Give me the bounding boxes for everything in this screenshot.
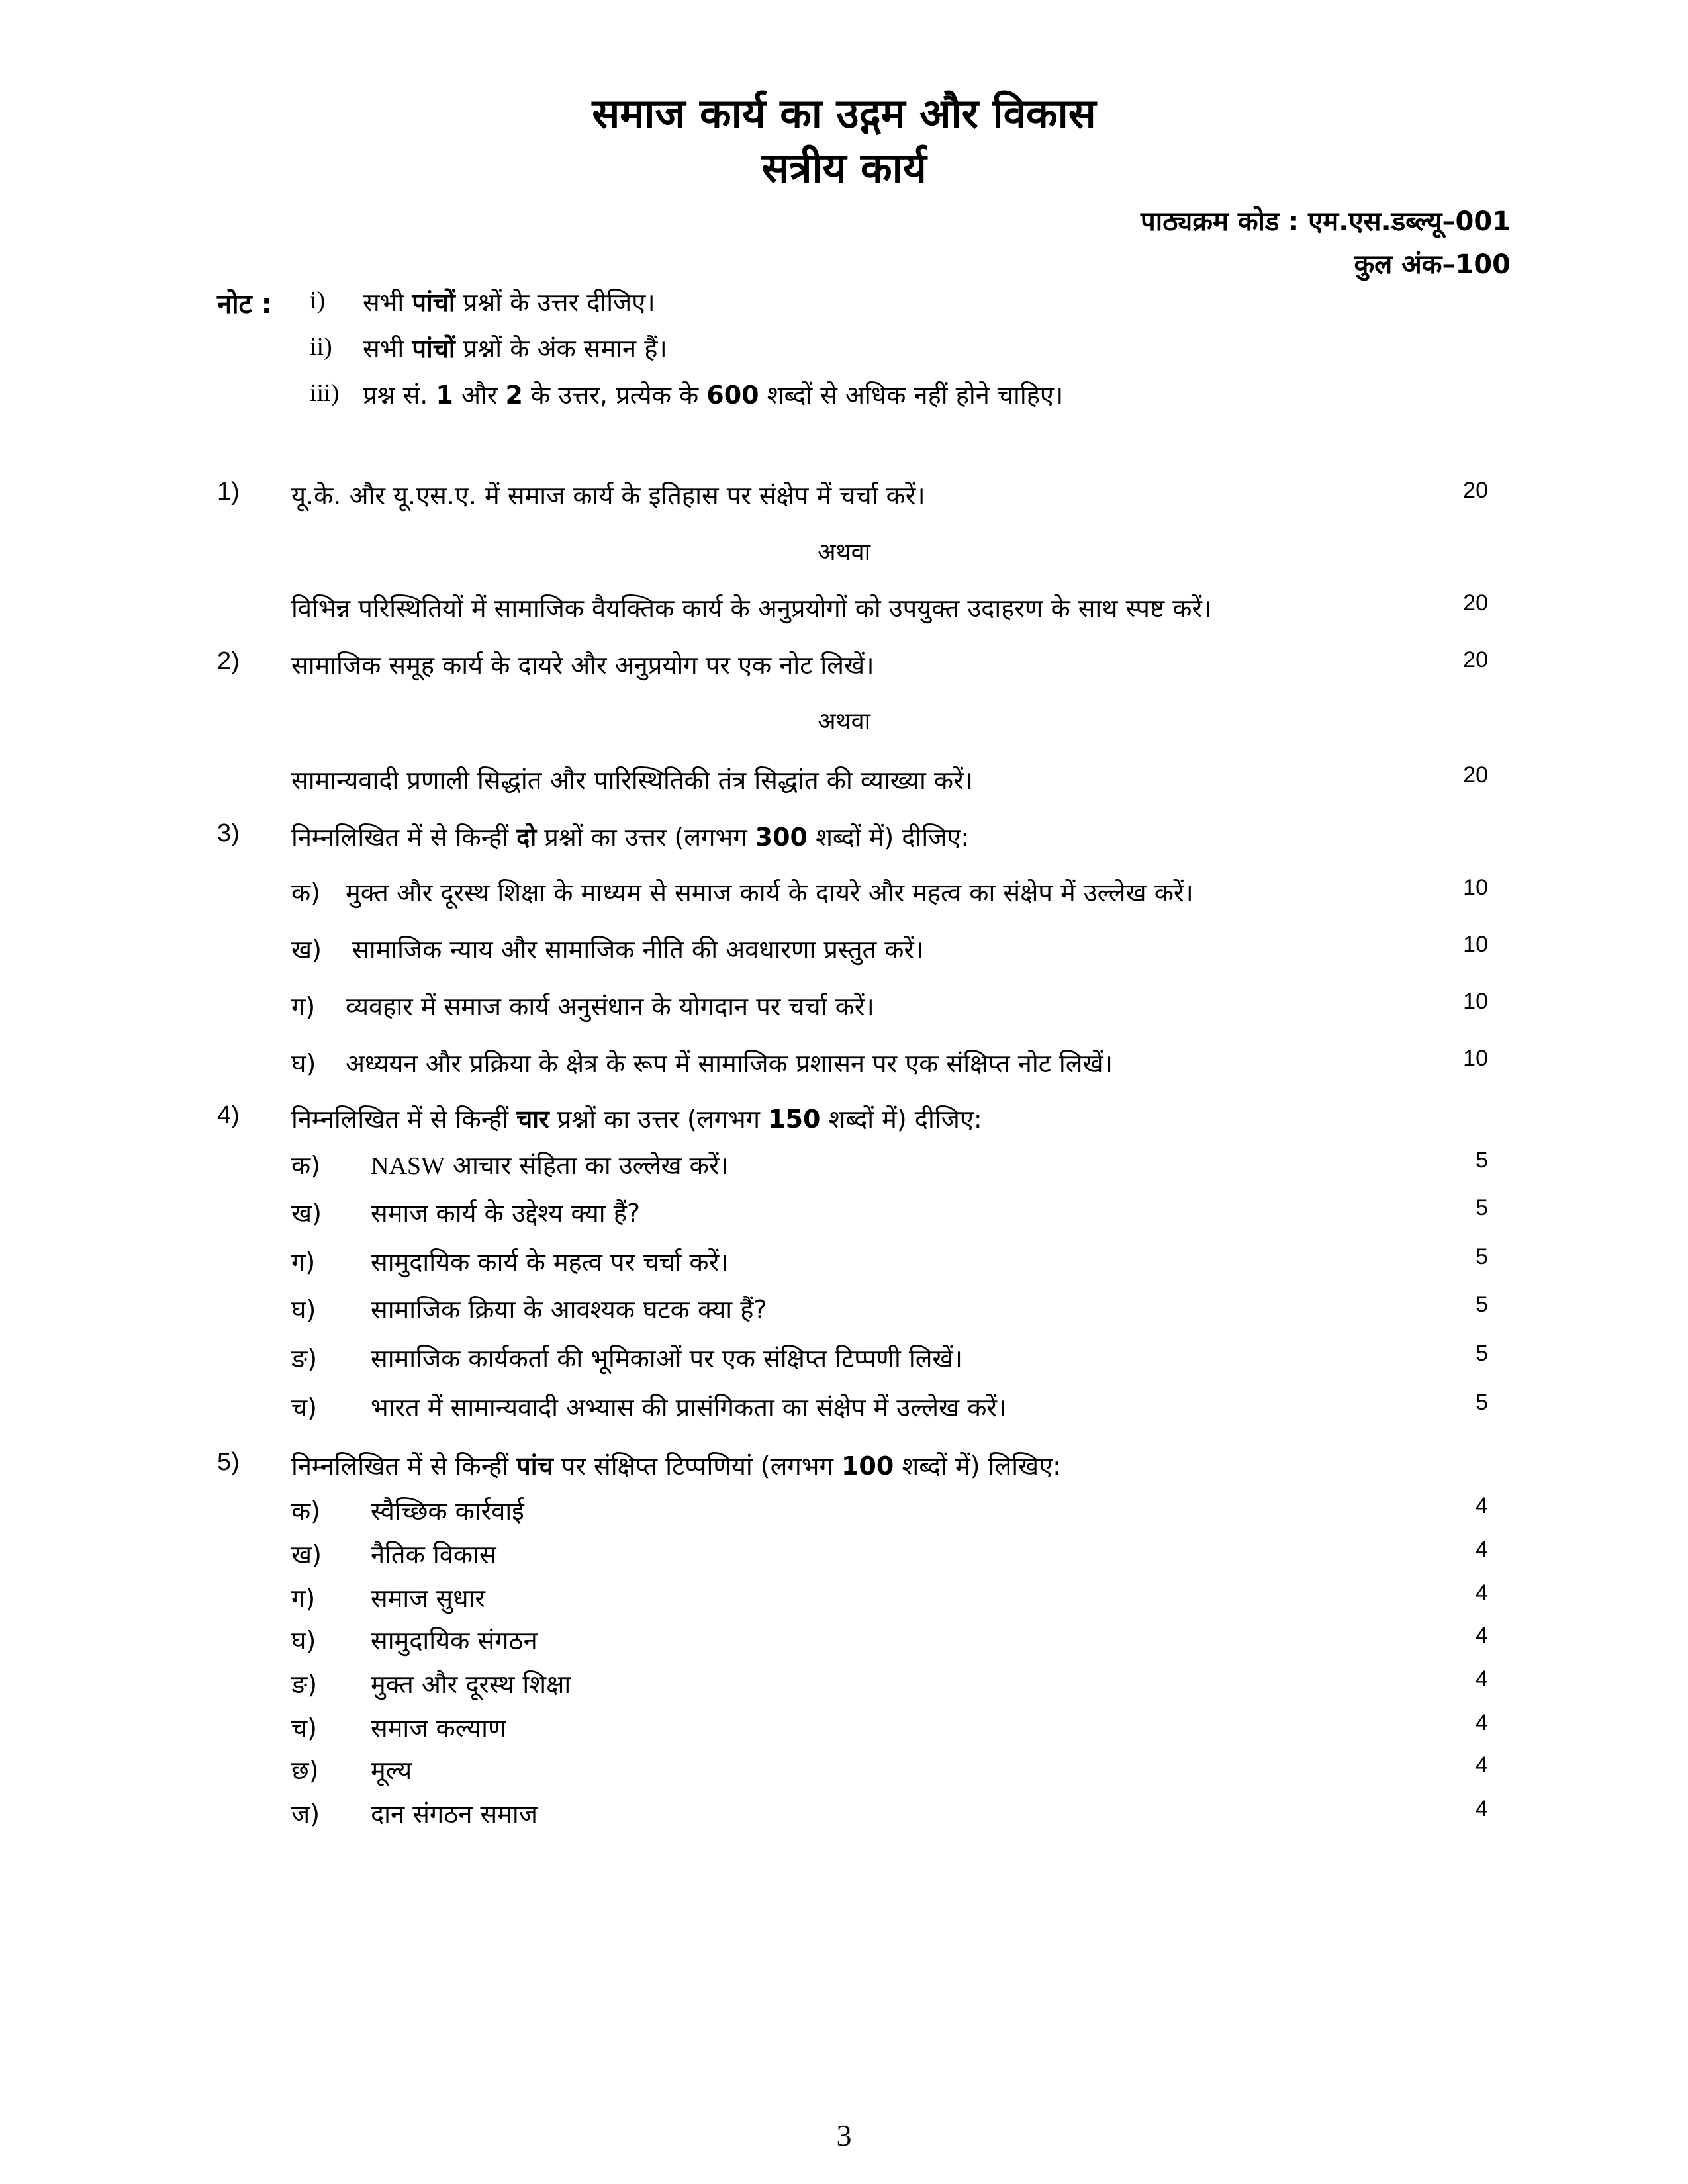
question-number: 2): [217, 647, 240, 675]
sub-question: [0, 1292, 1688, 1332]
sub-question-marks: 5: [1476, 1148, 1488, 1173]
question-marks: 20: [1463, 762, 1488, 788]
question-5: [0, 1448, 1688, 1488]
sub-question-text: सामुदायिक कार्य के महत्व पर चर्चा करें।: [371, 1248, 729, 1277]
note-number: i): [310, 287, 326, 314]
sub-question-text: [371, 1148, 729, 1182]
sub-question-label: छ): [291, 1756, 319, 1785]
sub-question: [0, 932, 1688, 972]
document-subtitle: सत्रीय कार्य: [761, 144, 927, 192]
sub-question-label: ग): [291, 1248, 316, 1277]
intro-part: निम्नलिखित में से किन्हीं: [291, 1451, 517, 1480]
sub-question-label: च): [291, 1393, 317, 1422]
or-divider: अथवा: [818, 539, 870, 566]
question-marks: 20: [1463, 590, 1488, 615]
sub-question-label: क): [291, 1151, 321, 1180]
sub-question-marks: 4: [1476, 1710, 1488, 1735]
sub-question-marks: 5: [1476, 1390, 1488, 1415]
question-1-alternative: [0, 590, 1688, 630]
intro-part: निम्नलिखित में से किन्हीं: [291, 1105, 517, 1134]
sub-question-label: ग): [291, 1584, 316, 1613]
page-number: 3: [836, 2118, 852, 2152]
sub-question: [0, 1710, 1688, 1750]
sub-question-text: मुक्त और दूरस्थ शिक्षा: [371, 1670, 571, 1699]
sub-question: [0, 1580, 1688, 1620]
sub-question-label: च): [291, 1713, 317, 1743]
sub-question-marks: 5: [1476, 1292, 1488, 1317]
note-emphasis: पांचों: [412, 334, 455, 363]
sub-question: [0, 1341, 1688, 1381]
sub-question: [0, 1752, 1688, 1792]
note-text-part: सभी: [363, 334, 412, 363]
word-count: 300: [755, 823, 808, 852]
sub-question-text: अध्ययन और प्रक्रिया के क्षेत्र के रूप में सामाजिक प्रशासन पर एक संक्षिप्त नोट लिखें।: [346, 1049, 1113, 1078]
intro-emphasis: चार: [516, 1105, 549, 1134]
question-marks: 20: [1463, 647, 1488, 672]
note-text-part: प्रश्नों के अंक समान हैं।: [455, 334, 667, 363]
sub-question-marks: 10: [1463, 875, 1488, 900]
sub-question-label: ङ): [291, 1344, 318, 1373]
question-1: [0, 478, 1688, 518]
note-text: [363, 331, 667, 365]
word-count: 100: [841, 1451, 894, 1480]
note-label: नोट :: [217, 289, 272, 320]
note-text-part: शब्दों से अधिक नहीं होने चाहिए।: [759, 381, 1064, 410]
sub-question-marks: 4: [1476, 1537, 1488, 1562]
sub-question-marks: 4: [1476, 1623, 1488, 1648]
sub-question: [0, 1195, 1688, 1235]
note-text: [363, 285, 655, 319]
note-text-part: के उत्तर, प्रत्येक के: [522, 381, 707, 410]
sub-question-label: ङ): [291, 1670, 318, 1699]
sub-question-marks: 5: [1476, 1341, 1488, 1366]
sub-question-label: घ): [291, 1626, 316, 1655]
sub-question-text: मुक्त और दूरस्थ शिक्षा के माध्यम से समाज कार्य के दायरे और महत्व का संक्षेप में उल्लेख करें।: [346, 878, 1194, 907]
sub-question-marks: 4: [1476, 1493, 1488, 1518]
intro-part: प्रश्नों का उत्तर (लगभग: [536, 823, 755, 852]
intro-emphasis: दो: [516, 823, 537, 852]
sub-question: [0, 1796, 1688, 1836]
intro-part: निम्नलिखित में से किन्हीं: [291, 823, 517, 852]
sub-question-label: ख): [291, 1540, 322, 1569]
sub-question: [0, 1244, 1688, 1284]
note-text-part: प्रश्न सं.: [363, 381, 436, 410]
sub-question-text-part: आचार संहिता का उल्लेख करें।: [444, 1151, 729, 1180]
acronym: NASW: [371, 1152, 445, 1180]
note-number: iii): [310, 379, 340, 407]
sub-question-marks: 4: [1476, 1796, 1488, 1821]
sub-question-label: ख): [291, 935, 322, 964]
sub-question-label: क): [291, 1496, 321, 1525]
sub-question-text: सामाजिक कार्यकर्ता की भूमिकाओं पर एक संक्षिप्त टिप्पणी लिखें।: [371, 1344, 963, 1373]
sub-question-text: समाज कार्य के उद्देश्य क्या हैं?: [371, 1199, 641, 1228]
sub-question-marks: 4: [1476, 1580, 1488, 1606]
sub-question-text: समाज कल्याण: [371, 1713, 506, 1743]
question-2: [0, 647, 1688, 687]
sub-question-text: भारत में सामान्यवादी अभ्यास की प्रासंगिकता का संक्षेप में उल्लेख करें।: [371, 1393, 1007, 1422]
question-text: सामाजिक समूह कार्य के दायरे और अनुप्रयोग पर एक नोट लिखें।: [291, 651, 874, 680]
document-title: समाज कार्य का उद्गम और विकास: [592, 89, 1096, 138]
question-marks: 20: [1463, 478, 1488, 503]
sub-question: [0, 875, 1688, 915]
question-3: [0, 819, 1688, 859]
sub-question-label: घ): [291, 1295, 316, 1324]
sub-question-text: समाज सुधार: [371, 1584, 485, 1613]
sub-question: [0, 1390, 1688, 1430]
note-emphasis: पांचों: [412, 288, 455, 317]
sub-question-marks: 4: [1476, 1752, 1488, 1778]
sub-question-label: ज): [291, 1799, 320, 1829]
question-intro: [291, 819, 969, 854]
sub-question-text: सामाजिक क्रिया के आवश्यक घटक क्या हैं?: [371, 1295, 767, 1324]
sub-question-text: नैतिक विकास: [371, 1540, 496, 1569]
question-intro: [291, 1101, 982, 1136]
or-divider: अथवा: [818, 708, 870, 735]
question-intro: [291, 1448, 1061, 1482]
note-text: [363, 377, 1063, 412]
sub-question-marks: 10: [1463, 932, 1488, 957]
sub-question: [0, 1493, 1688, 1533]
total-marks: कुल अंक–100: [1354, 250, 1511, 280]
sub-question-marks: 10: [1463, 1046, 1488, 1071]
intro-part: शब्दों में) दीजिए:: [808, 823, 970, 852]
question-4: [0, 1101, 1688, 1141]
sub-question-label: ख): [291, 1199, 322, 1228]
question-text: विभिन्न परिस्थितियों में सामाजिक वैयक्तिक कार्य के अनुप्रयोगों को उपयुक्त उदाहरण के साथ स्पष्ट करें।: [291, 594, 1212, 623]
course-code: पाठ्यक्रम कोड : एम.एस.डब्ल्यू–001: [1141, 206, 1511, 237]
sub-question-text: दान संगठन समाज: [371, 1799, 538, 1829]
sub-question-text: सामाजिक न्याय और सामाजिक नीति की अवधारणा प्रस्तुत करें।: [352, 935, 924, 964]
sub-question: [0, 1046, 1688, 1085]
sub-question: [0, 989, 1688, 1028]
question-number: 5): [217, 1448, 240, 1476]
intro-part: शब्दों में) दीजिए:: [820, 1105, 982, 1134]
sub-question-marks: 5: [1476, 1244, 1488, 1269]
sub-question-marks: 5: [1476, 1195, 1488, 1220]
sub-question-text: स्वैच्छिक कार्रवाई: [371, 1496, 524, 1525]
note-emphasis: 600: [706, 381, 759, 410]
note-emphasis: 2: [505, 381, 523, 410]
sub-question-marks: 4: [1476, 1666, 1488, 1692]
sub-question-label: घ): [291, 1049, 316, 1078]
question-number: 1): [217, 478, 240, 506]
word-count: 150: [768, 1105, 821, 1134]
intro-emphasis: पांच: [516, 1451, 553, 1480]
question-number: 4): [217, 1101, 240, 1129]
note-text-part: और: [453, 381, 506, 410]
question-number: 3): [217, 819, 240, 847]
sub-question: [0, 1623, 1688, 1662]
note-text-part: प्रश्नों के उत्तर दीजिए।: [455, 288, 655, 317]
sub-question: [0, 1537, 1688, 1576]
intro-part: प्रश्नों का उत्तर (लगभग: [549, 1105, 769, 1134]
intro-part: शब्दों में) लिखिए:: [894, 1451, 1061, 1480]
sub-question-text: सामुदायिक संगठन: [371, 1626, 538, 1655]
note-number: ii): [310, 333, 332, 361]
sub-question: [0, 1148, 1688, 1187]
sub-question-label: क): [291, 878, 321, 907]
sub-question-text: व्यवहार में समाज कार्य अनुसंधान के योगदान पर चर्चा करें।: [346, 992, 874, 1021]
question-2-alternative: [0, 762, 1688, 802]
sub-question: [0, 1666, 1688, 1706]
sub-question-label: ग): [291, 992, 316, 1021]
sub-question-text: मूल्य: [371, 1756, 412, 1785]
sub-question-marks: 10: [1463, 989, 1488, 1014]
note-text-part: सभी: [363, 288, 412, 317]
question-text: यू.के. और यू.एस.ए. में समाज कार्य के इतिहास पर संक्षेप में चर्चा करें।: [291, 481, 925, 510]
note-emphasis: 1: [436, 381, 453, 410]
intro-part: पर संक्षिप्त टिप्पणियां (लगभग: [553, 1451, 841, 1480]
question-text: सामान्यवादी प्रणाली सिद्धांत और पारिस्थितिकी तंत्र सिद्धांत की व्याख्या करें।: [291, 766, 974, 795]
